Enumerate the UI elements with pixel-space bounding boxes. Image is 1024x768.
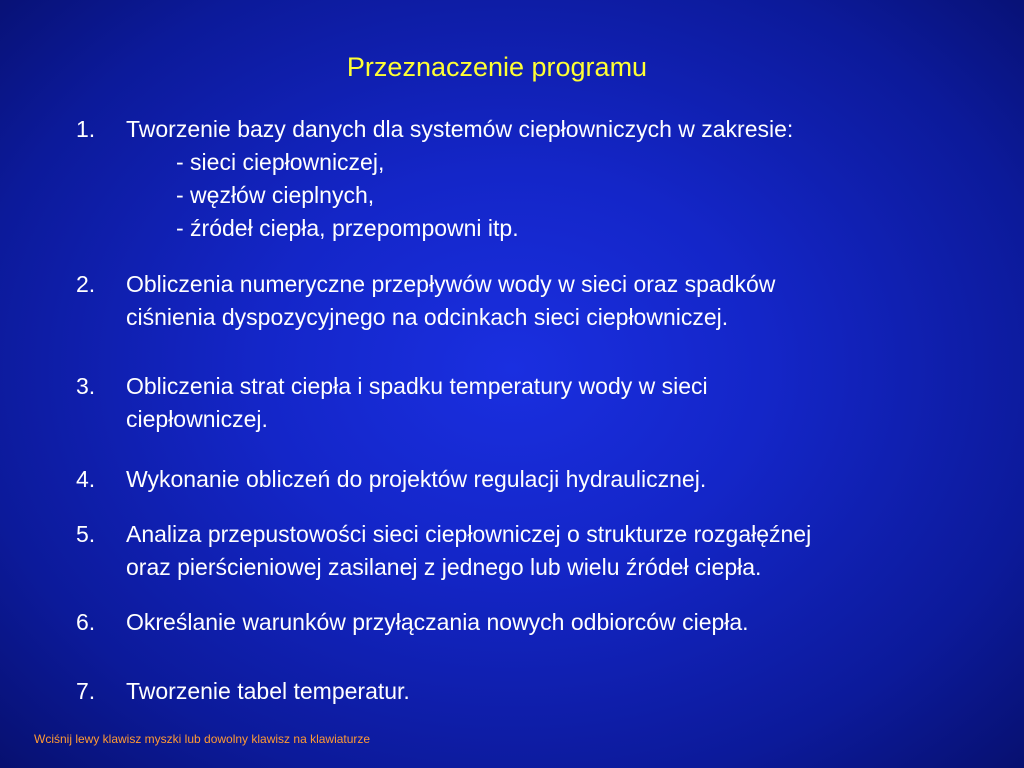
item-number: 2. <box>76 271 96 297</box>
item-text <box>126 463 996 496</box>
item-line: ciśnienia dyspozycyjnego na odcinkach sieci ciepłowniczej. <box>126 304 729 330</box>
item-text <box>126 370 996 436</box>
item-number: 7. <box>76 678 96 704</box>
item-line: Tworzenie bazy danych dla systemów ciepłowniczych w zakresie: <box>126 116 794 142</box>
item-line: Określanie warunków przyłączania nowych odbiorców ciepła. <box>126 609 749 635</box>
item-line: Analiza przepustowości sieci ciepłowniczej o strukturze rozgałęźnej <box>126 521 812 547</box>
item-text <box>126 113 996 245</box>
item-line: Wykonanie obliczeń do projektów regulacji hydraulicznej. <box>126 466 707 492</box>
item-number: 5. <box>76 521 96 547</box>
item-number: 4. <box>76 466 96 492</box>
item-line: Tworzenie tabel temperatur. <box>126 678 410 704</box>
subitem-nodes: - węzłów cieplnych, <box>176 182 375 208</box>
item-line: ciepłowniczej. <box>126 406 268 432</box>
slide-title: Przeznaczenie programu <box>346 52 648 82</box>
item-text <box>126 268 996 334</box>
item-line: Obliczenia strat ciepła i spadku temperatury wody w sieci <box>126 373 708 399</box>
item-line: Obliczenia numeryczne przepływów wody w sieci oraz spadków <box>126 271 776 297</box>
subitem-sources: - źródeł ciepła, przepompowni itp. <box>176 215 519 241</box>
subitem-network: - sieci ciepłowniczej, <box>176 149 385 175</box>
navigation-hint: Wciśnij lewy klawisz myszki lub dowolny klawisz na klawiaturze <box>34 732 371 746</box>
item-number: 6. <box>76 609 96 635</box>
item-text <box>126 675 996 708</box>
item-text <box>126 606 996 639</box>
item-number: 1. <box>76 116 96 142</box>
item-text <box>126 518 996 584</box>
item-number: 3. <box>76 373 96 399</box>
item-line: oraz pierścieniowej zasilanej z jednego lub wielu źródeł ciepła. <box>126 554 762 580</box>
